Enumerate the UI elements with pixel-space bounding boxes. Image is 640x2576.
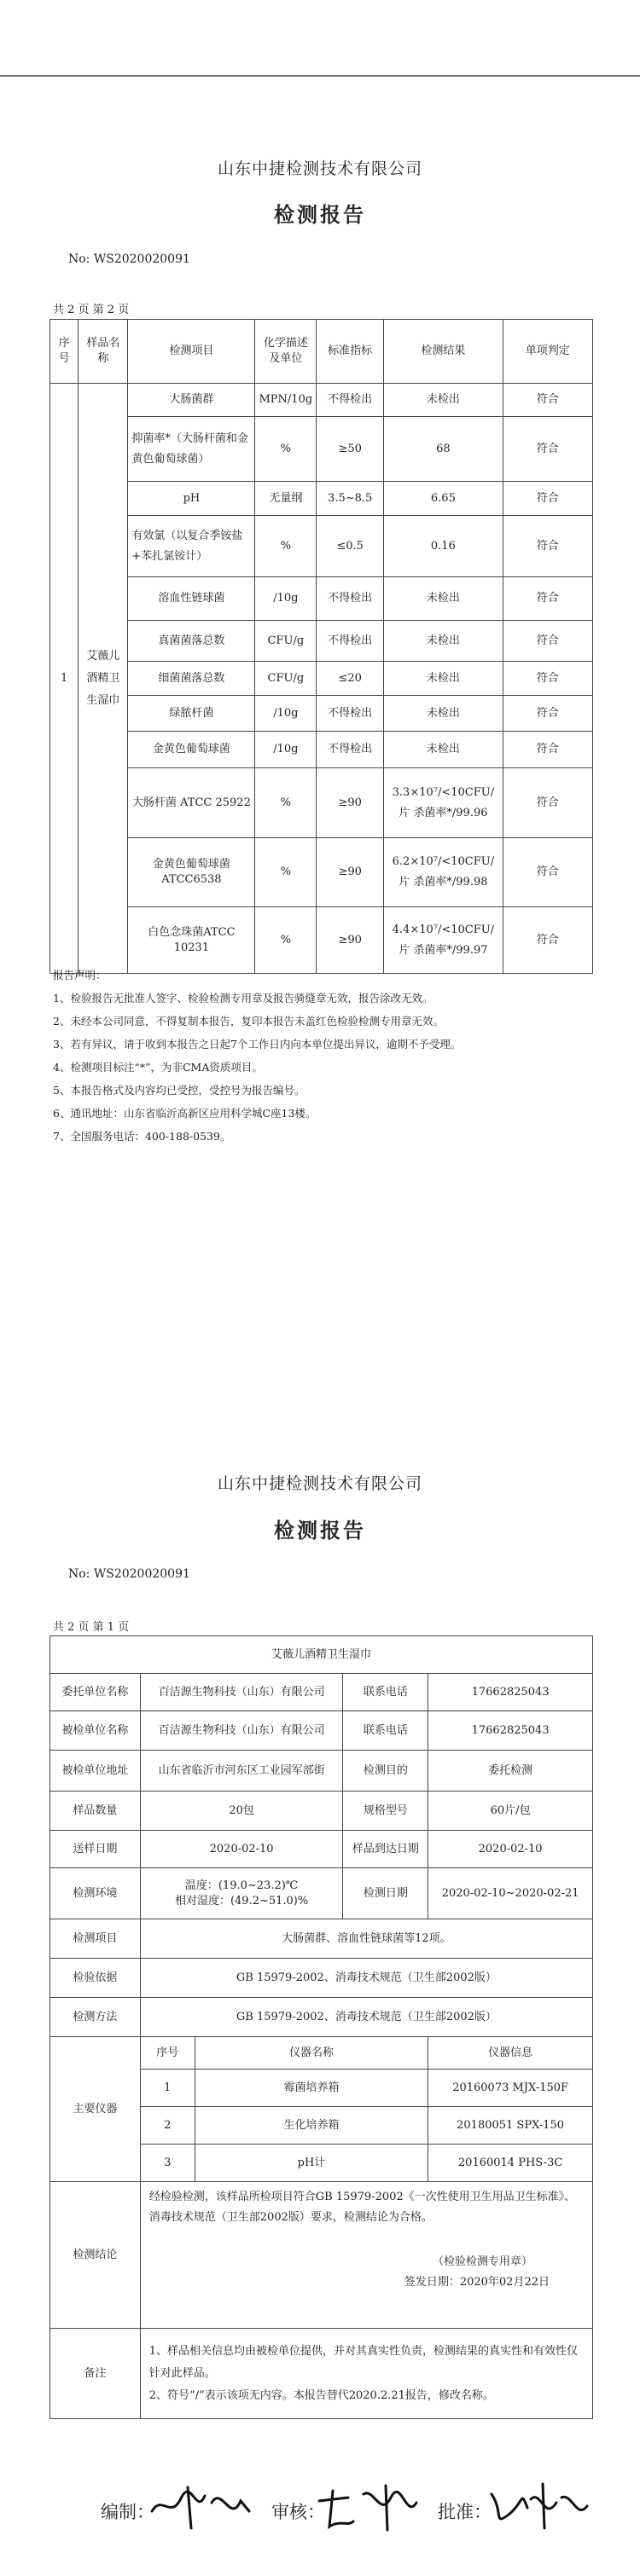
result-cell: 0.16 — [384, 516, 503, 577]
judge-cell: 符合 — [503, 696, 592, 732]
note-line: 7、全国服务电话：400-188-0539。 — [53, 1130, 231, 1143]
standard-cell: 不得检出 — [317, 384, 384, 417]
note-line: 1、检验报告无批准人签字、检验检测专用章及报告骑缝章无效，报告涂改无效。 — [53, 992, 433, 1004]
unit-cell: % — [255, 768, 317, 838]
inspected-phone: 17662825043 — [428, 1711, 593, 1751]
company-name: 山东中捷检测技术有限公司 — [217, 159, 422, 178]
standard-cell: ≥90 — [317, 907, 384, 974]
items-value: 大肠菌群、溶血性链球菌等12项。 — [140, 1919, 592, 1959]
sig-edit-label: 编制： — [101, 2502, 154, 2522]
instr-info: 20160073 MJX-150F — [428, 2069, 593, 2107]
conclusion-text: 经检验检测，该样品所检项目符合GB 15979-2002《一次性使用卫生用品卫生标准》、消毒技术规范（卫生部2002版）要求，检测结论为合格。 — [148, 2191, 576, 2224]
sample-title: 艾薇儿酒精卫生湿巾 — [50, 1636, 593, 1674]
test-date-value: 2020-02-10~2020-02-21 — [428, 1868, 593, 1919]
header-result: 检测结果 — [384, 320, 503, 384]
result-cell: 6.65 — [384, 482, 503, 516]
note-line: 2、未经本公司同意，不得复制本报告，复印本报告未盖红色检验检测专用章无效。 — [53, 1015, 444, 1028]
note-line: 3、若有异议，请于收到本报告之日起7个工作日内向本单位提出异议，逾期不予受理。 — [53, 1038, 462, 1051]
table-row — [50, 417, 593, 482]
sample-info-table — [49, 1635, 593, 2419]
basis-value: GB 15979-2002、消毒技术规范（卫生部2002版） — [140, 1959, 592, 1998]
instr-name: pH计 — [195, 2145, 428, 2182]
method-label: 检测方法 — [50, 1998, 141, 2037]
instr-header-info: 仪器信息 — [428, 2037, 593, 2069]
note-line: 6、通讯地址：山东省临沂高新区应用科学城C座13楼。 — [53, 1107, 317, 1120]
judge-cell: 符合 — [503, 482, 592, 516]
judge-cell: 符合 — [503, 516, 592, 577]
instr-header-no: 序号 — [140, 2037, 195, 2069]
standard-cell: ≥90 — [317, 838, 384, 907]
table-row — [50, 516, 593, 577]
standard-cell: ≥50 — [317, 417, 384, 482]
judge-cell: 符合 — [503, 384, 592, 417]
header-sample: 样品名称 — [79, 320, 128, 384]
company-name: 山东中捷检测技术有限公司 — [217, 1474, 422, 1493]
page-info: 共 2 页 第 1 页 — [53, 1621, 130, 1634]
note-line: 4、检测项目标注“*”，为非CMA资质项目。 — [53, 1061, 263, 1074]
sig-approve-label: 批准： — [438, 2502, 492, 2522]
remarks-cell — [140, 2329, 592, 2419]
instr-no: 1 — [140, 2069, 195, 2107]
unit-cell: % — [255, 516, 317, 577]
client-phone-label: 联系电话 — [343, 1674, 428, 1711]
item-cell: 金黄色葡萄球菌ATCC6538 — [128, 838, 255, 907]
header-standard: 标准指标 — [317, 320, 384, 384]
method-value: GB 15979-2002、消毒技术规范（卫生部2002版） — [140, 1998, 592, 2037]
unit-cell: CFU/g — [255, 662, 317, 696]
remark-line: 1、样品相关信息均由被检单位提供，并对其真实性负责，检测结果的真实性和有效性仅针对此样品。 — [148, 2344, 579, 2380]
arrive-date-value: 2020-02-10 — [428, 1831, 593, 1868]
item-cell: 细菌菌落总数 — [128, 662, 255, 696]
report-number: No: WS2020020091 — [68, 252, 190, 266]
spec-label: 规格型号 — [343, 1792, 428, 1831]
qty-label: 样品数量 — [50, 1792, 141, 1831]
seq-cell: 1 — [50, 384, 79, 974]
instr-name: 生化培养箱 — [195, 2107, 428, 2145]
item-cell: 真菌菌落总数 — [128, 621, 255, 662]
item-cell: 大肠菌群 — [128, 384, 255, 417]
remarks-label: 备注 — [50, 2329, 141, 2419]
instr-no: 2 — [140, 2107, 195, 2145]
signature-reviewer — [314, 2477, 425, 2537]
send-date-label: 送样日期 — [50, 1831, 141, 1868]
result-cell: 4.4×10⁷/<10CFU/片 杀菌率*/99.97 — [384, 907, 503, 974]
inspected-value: 百洁源生物科技（山东）有限公司 — [140, 1711, 343, 1751]
send-date-value: 2020-02-10 — [140, 1831, 343, 1868]
item-cell: 抑菌率*（大肠杆菌和金黄色葡萄球菌） — [128, 417, 255, 482]
header-unit: 化学描述及单位 — [255, 320, 317, 384]
address-value: 山东省临沂市河东区工业园军部街 — [140, 1751, 343, 1792]
sig-review-label: 审核： — [271, 2502, 325, 2522]
unit-cell: 无量纲 — [255, 482, 317, 516]
results-table — [49, 319, 593, 974]
report-title: 检测报告 — [274, 1519, 366, 1543]
unit-cell: MPN/10g — [255, 384, 317, 417]
header-item: 检测项目 — [128, 320, 255, 384]
notes-title: 报告声明： — [53, 969, 107, 981]
page-info: 共 2 页 第 2 页 — [53, 304, 130, 316]
instr-header-name: 仪器名称 — [195, 2037, 428, 2069]
table-row — [50, 482, 593, 516]
item-cell: 白色念珠菌ATCC 10231 — [128, 907, 255, 974]
standard-cell: 不得检出 — [317, 732, 384, 768]
arrive-date-label: 样品到达日期 — [343, 1831, 428, 1868]
result-cell: 未检出 — [384, 662, 503, 696]
instr-no: 3 — [140, 2145, 195, 2182]
spec-value: 60片/包 — [428, 1792, 593, 1831]
unit-cell: % — [255, 417, 317, 482]
signature-editor — [145, 2477, 256, 2537]
env-label: 检测环境 — [50, 1868, 141, 1919]
table-row — [50, 696, 593, 732]
table-row — [50, 838, 593, 907]
address-label: 被检单位地址 — [50, 1751, 141, 1792]
report-number: No: WS2020020091 — [68, 1567, 190, 1581]
judge-cell: 符合 — [503, 732, 592, 768]
test-date-label: 检测日期 — [343, 1868, 428, 1919]
judge-cell: 符合 — [503, 907, 592, 974]
result-cell: 未检出 — [384, 384, 503, 417]
env-humidity: 相对湿度：(49.2~51.0)% — [174, 1894, 309, 1907]
unit-cell: % — [255, 907, 317, 974]
instruments-label: 主要仪器 — [50, 2037, 141, 2182]
signature-approver — [483, 2477, 594, 2537]
item-cell: 金黄色葡萄球菌 — [128, 732, 255, 768]
item-cell: 有效氯（以复合季铵盐+苯扎氯铵计） — [128, 516, 255, 577]
purpose-label: 检测目的 — [343, 1751, 428, 1792]
client-phone: 17662825043 — [428, 1674, 593, 1711]
item-cell: 绿脓杆菌 — [128, 696, 255, 732]
judge-cell: 符合 — [503, 768, 592, 838]
unit-cell: /10g — [255, 696, 317, 732]
table-row — [50, 384, 593, 417]
standard-cell: 不得检出 — [317, 696, 384, 732]
qty-value: 20包 — [140, 1792, 343, 1831]
unit-cell: /10g — [255, 732, 317, 768]
judge-cell: 符合 — [503, 577, 592, 621]
env-temp: 温度：(19.0~23.2)℃ — [184, 1878, 299, 1892]
result-cell: 3.3×10⁷/<10CFU/片 杀菌率*/99.96 — [384, 768, 503, 838]
table-row — [50, 732, 593, 768]
standard-cell: 不得检出 — [317, 621, 384, 662]
instr-name: 霉菌培养箱 — [195, 2069, 428, 2107]
standard-cell: 不得检出 — [317, 577, 384, 621]
result-cell: 未检出 — [384, 577, 503, 621]
basis-label: 检验依据 — [50, 1959, 141, 1998]
items-label: 检测项目 — [50, 1919, 141, 1959]
client-value: 百洁源生物科技（山东）有限公司 — [140, 1674, 343, 1711]
conclusion-cell — [140, 2182, 592, 2329]
result-cell: 未检出 — [384, 696, 503, 732]
unit-cell: CFU/g — [255, 621, 317, 662]
result-cell: 未检出 — [384, 732, 503, 768]
client-label: 委托单位名称 — [50, 1674, 141, 1711]
result-cell: 6.2×10⁷/<10CFU/片 杀菌率*/99.98 — [384, 838, 503, 907]
judge-cell: 符合 — [503, 417, 592, 482]
purpose-value: 委托检测 — [428, 1751, 593, 1792]
result-cell: 未检出 — [384, 621, 503, 662]
inspected-label: 被检单位名称 — [50, 1711, 141, 1751]
unit-cell: /10g — [255, 577, 317, 621]
header-seq: 序号 — [50, 320, 79, 384]
table-row — [50, 768, 593, 838]
standard-cell: ≥90 — [317, 768, 384, 838]
remark-line: 2、符号“/”表示该项无内容。本报告替代2020.2.21报告，修改名称。 — [148, 2388, 494, 2402]
top-divider — [0, 75, 640, 77]
sample-name-cell: 艾薇儿酒精卫生湿巾 — [79, 384, 128, 974]
standard-cell: ≤20 — [317, 662, 384, 696]
result-cell: 68 — [384, 417, 503, 482]
instr-info: 20160014 PHS-3C — [428, 2145, 593, 2182]
judge-cell: 符合 — [503, 838, 592, 907]
stamp-text: （检验检测专用章） — [432, 2255, 532, 2268]
item-cell: 溶血性链球菌 — [128, 577, 255, 621]
table-header-row — [50, 320, 593, 384]
item-cell: 大肠杆菌 ATCC 25922 — [128, 768, 255, 838]
instr-info: 20180051 SPX-150 — [428, 2107, 593, 2145]
conclusion-label: 检测结论 — [50, 2182, 141, 2329]
table-row — [50, 621, 593, 662]
judge-cell: 符合 — [503, 662, 592, 696]
note-line: 5、本报告格式及内容均已受控，受控号为报告编号。 — [53, 1084, 305, 1097]
item-cell: pH — [128, 482, 255, 516]
unit-cell: % — [255, 838, 317, 907]
issue-date: 签发日期：2020年02月22日 — [404, 2276, 550, 2289]
table-row — [50, 577, 593, 621]
env-value — [140, 1868, 343, 1919]
report-title: 检测报告 — [274, 203, 366, 227]
standard-cell: 3.5~8.5 — [317, 482, 384, 516]
table-row — [50, 662, 593, 696]
report-statement — [53, 964, 461, 1148]
inspected-phone-label: 联系电话 — [343, 1711, 428, 1751]
judge-cell: 符合 — [503, 621, 592, 662]
standard-cell: ≤0.5 — [317, 516, 384, 577]
header-judge: 单项判定 — [503, 320, 592, 384]
